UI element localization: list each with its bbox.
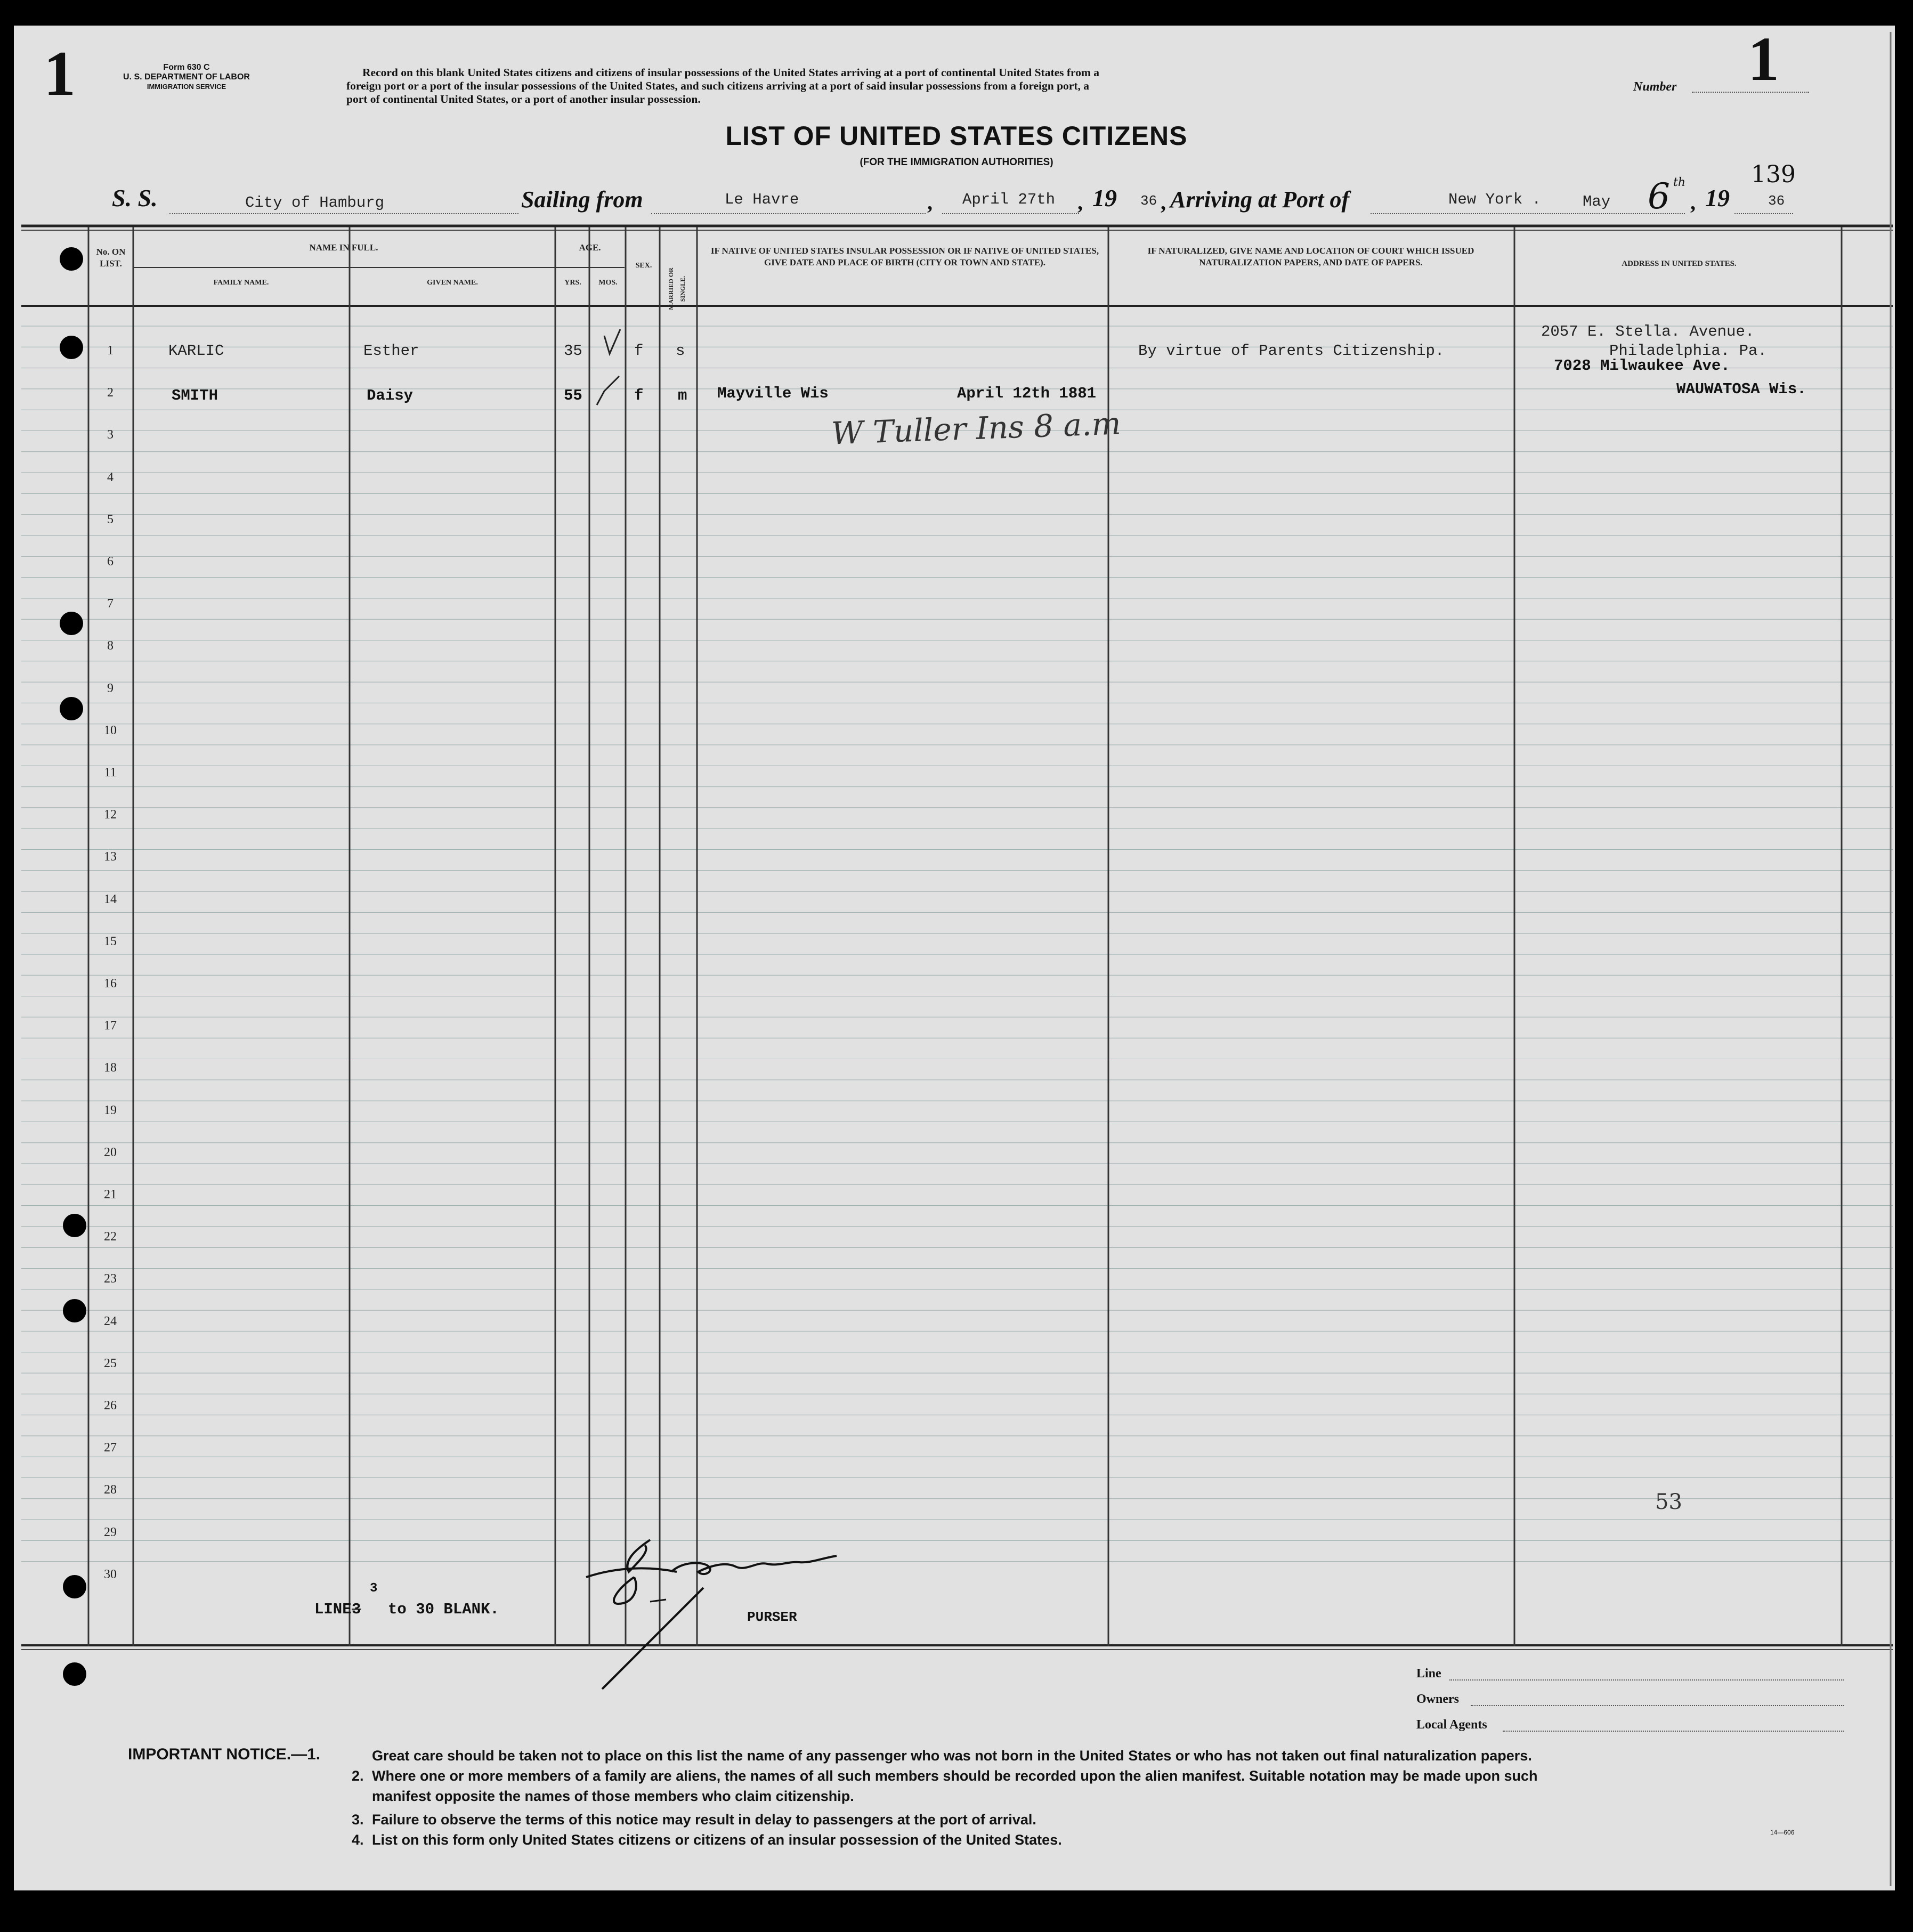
row1-given-name: Esther (363, 342, 419, 360)
col-header-sex: SEX. (635, 262, 652, 270)
row-number: 13 (104, 850, 117, 864)
punch-hole (63, 1575, 86, 1598)
ss-label: S. S. (112, 184, 158, 212)
row-number: 5 (107, 512, 114, 526)
port-from: Le Havre (725, 191, 799, 208)
comma: , (1161, 190, 1166, 214)
row1-family-name: KARLIC (168, 342, 224, 360)
notice-item-2: Where one or more members of a family are aliens, the names of all such members should be recorded upon the alien manifest. Suitable notation may be made upon such (372, 1768, 1538, 1784)
department-name: U. S. DEPARTMENT OF LABOR (123, 72, 250, 82)
form-code: 14—606 (1770, 1829, 1795, 1836)
row1-age-years: 35 (564, 342, 582, 360)
row-number: 15 (104, 934, 117, 948)
punch-hole (63, 1662, 86, 1686)
punch-hole (63, 1214, 86, 1237)
col-header-age: AGE. (579, 242, 601, 253)
lines-blank-suffix: to 30 BLANK. (388, 1601, 499, 1618)
row-number: 20 (104, 1145, 117, 1159)
arrival-day: 6 (1648, 176, 1670, 217)
notice-number-2: 2. (352, 1768, 364, 1784)
punch-hole (60, 612, 83, 635)
service-name: IMMIGRATION SERVICE (147, 83, 226, 91)
row-number: 8 (107, 639, 114, 653)
row-number: 19 (104, 1103, 117, 1117)
row-number: 3 (107, 428, 114, 442)
row2-age-years: 55 (564, 387, 582, 404)
age-check-marks (586, 325, 634, 410)
row-number: 29 (104, 1525, 117, 1539)
col-header-given: GIVEN NAME. (427, 279, 478, 287)
port-to: New York . (1448, 191, 1542, 208)
comma: , (1077, 190, 1083, 214)
row-number: 22 (104, 1230, 117, 1244)
row1-naturalization: By virtue of Parents Citizenship. (1138, 342, 1445, 360)
page-stamp: 53 (1655, 1490, 1682, 1514)
stamp-number: 139 (1751, 161, 1796, 188)
footer-owners-dots (1471, 1705, 1844, 1706)
instruction-line: port of continental United States, or a port of another insular possession. (346, 93, 701, 105)
col-header-native: IF NATIVE OF UNITED STATES INSULAR POSSESSION OR IF NATIVE OF UNITED STATES, GIVE DATE AND PLACE OF BIRTH (CITY OR TOWN AND STATE). (710, 246, 1099, 267)
row-number: 17 (104, 1019, 117, 1033)
row2-address-line1: 7028 Milwaukee Ave. (1554, 357, 1730, 375)
footer-owners-label: Owners (1416, 1692, 1459, 1706)
row2-sex: f (634, 387, 644, 404)
page-title: LIST OF UNITED STATES CITIZENS (725, 121, 1188, 151)
notice-number-4: 4. (352, 1832, 364, 1848)
row1-address-line1: 2057 E. Stella. Avenue. (1541, 323, 1755, 340)
instruction-line: foreign port or a port of the insular possessions of the United States, and such citizens arriving at a port of said insular possessions from a foreign port, a (346, 79, 1089, 92)
row-number: 11 (104, 766, 117, 780)
arrival-month: May (1583, 193, 1611, 210)
col-header-name: NAME IN FULL. (309, 242, 378, 253)
comma: , (1690, 190, 1696, 214)
year-prefix: 19 (1705, 184, 1730, 212)
sailing-label: Sailing from (521, 186, 643, 213)
row-number: 16 (104, 977, 117, 991)
row1-sex: f (634, 342, 644, 360)
row-number: 28 (104, 1483, 117, 1497)
arrival-day-suffix: th (1673, 176, 1686, 189)
row-number: 23 (104, 1272, 117, 1286)
col-header-yrs: YRS. (564, 279, 581, 287)
punch-hole (60, 247, 83, 271)
footer-line-dots (1449, 1679, 1844, 1681)
ship-name: City of Hamburg (245, 194, 385, 212)
number-label: Number (1633, 80, 1677, 94)
row-number: 10 (104, 723, 117, 737)
punch-hole (60, 697, 83, 720)
comma: , (927, 190, 933, 214)
arrival-year: 36 (1768, 193, 1785, 209)
col-header-mos: MOS. (598, 279, 618, 287)
footer-agents-label: Local Agents (1416, 1718, 1487, 1732)
footer-line-label: Line (1416, 1667, 1441, 1681)
arriving-label: Arriving at Port of (1170, 186, 1350, 213)
row2-given-name: Daisy (367, 387, 414, 404)
row-number: 12 (104, 808, 117, 822)
row2-marital: m (678, 387, 687, 404)
row2-family-name: SMITH (172, 387, 218, 404)
row-number: 6 (107, 555, 114, 569)
corner-number: 1 (44, 38, 76, 109)
notice-number-3: 3. (352, 1812, 364, 1828)
row-number: 24 (104, 1314, 117, 1328)
row2-address-line2: WAUWATOSA Wis. (1676, 380, 1806, 398)
notice-item-4: List on this form only United States citizens or citizens of an insular possession of the United States. (372, 1832, 1062, 1848)
punch-hole (60, 336, 83, 359)
footer-agents-dots (1503, 1731, 1844, 1732)
row-number: 30 (104, 1567, 117, 1581)
lines-blank-prefix: LINE (314, 1601, 352, 1618)
row-number: 2 (107, 386, 114, 400)
sail-date: April 27th (962, 191, 1056, 208)
row-number: 14 (104, 892, 117, 906)
row-number: 4 (107, 470, 114, 484)
row-number: 1 (107, 344, 114, 358)
row2-birth-date: April 12th 1881 (957, 385, 1097, 402)
notice-item-2-cont: manifest opposite the names of those members who claim citizenship. (372, 1788, 854, 1804)
number-value: 1 (1748, 24, 1779, 94)
row-number: 18 (104, 1061, 117, 1075)
row-number: 27 (104, 1441, 117, 1455)
col-header-family: FAMILY NAME. (213, 279, 269, 287)
col-header-naturalized: IF NATURALIZED, GIVE NAME AND LOCATION OF COURT WHICH ISSUED NATURALIZATION PAPERS, AND DATE OF PAPERS. (1147, 246, 1474, 267)
form-number: Form 630 C (163, 63, 210, 72)
lines-blank-struck: 3 (352, 1601, 361, 1618)
purser-label: PURSER (747, 1609, 797, 1625)
row2-birth-place: Mayville Wis (717, 385, 829, 402)
page-subtitle: (FOR THE IMMIGRATION AUTHORITIES) (860, 157, 1053, 168)
purser-signature (575, 1529, 863, 1700)
lines-blank-correction: 3 (370, 1581, 378, 1596)
row-number: 21 (104, 1188, 117, 1202)
year-prefix: 19 (1092, 184, 1117, 212)
row-number: 9 (107, 681, 114, 695)
notice-title: IMPORTANT NOTICE.—1. (128, 1746, 321, 1763)
col-header-no: No. ON LIST. (96, 247, 126, 269)
handwritten-note: W Tuller Ins 8 a.m (830, 405, 1122, 452)
sail-year: 36 (1140, 193, 1157, 209)
punch-hole (63, 1299, 86, 1322)
row-number: 7 (107, 597, 114, 611)
row-number: 25 (104, 1356, 117, 1370)
notice-item-3: Failure to observe the terms of this notice may result in delay to passengers at the port of arrival. (372, 1812, 1036, 1828)
instruction-line: Record on this blank United States citizens and citizens of insular possessions of the United States arriving at a port of continental United States from a (362, 66, 1099, 79)
col-header-married: MARRIED OR SINGLE. (667, 267, 686, 310)
row1-address-line2: Philadelphia. Pa. (1609, 342, 1767, 360)
col-header-address: ADDRESS IN UNITED STATES. (1622, 259, 1737, 268)
row-number: 26 (104, 1399, 117, 1413)
notice-item-1: Great care should be taken not to place on this list the name of any passenger who was not born in the United States or who has not taken out final naturalization papers. (372, 1748, 1532, 1764)
row1-marital: s (676, 342, 685, 360)
